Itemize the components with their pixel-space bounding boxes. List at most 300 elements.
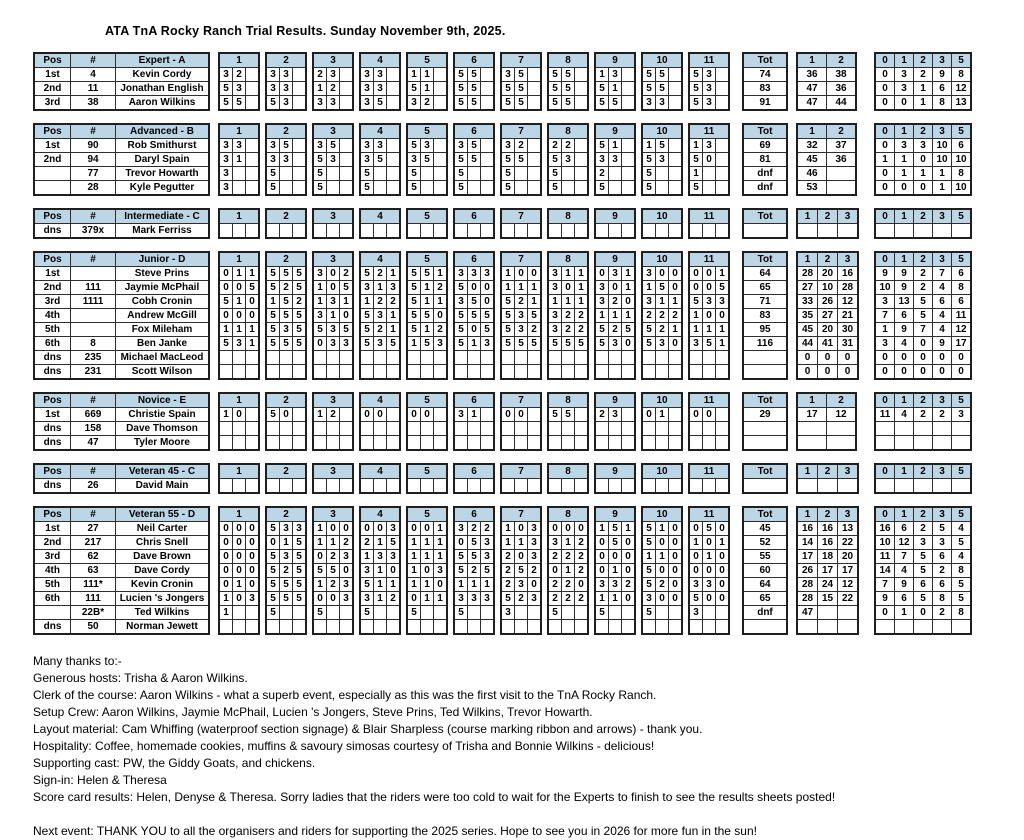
score-cell — [689, 479, 703, 494]
table-row — [360, 479, 400, 494]
score-cell — [374, 422, 387, 436]
pos-cell: dns — [34, 365, 71, 380]
section-table — [453, 208, 495, 239]
header-row — [34, 393, 209, 408]
count-cell — [895, 436, 914, 451]
section-header: 1 — [219, 393, 259, 408]
count-cell: 1 — [895, 606, 914, 620]
count-cell — [895, 224, 914, 239]
class-name: Intermediate - C — [116, 209, 210, 224]
name-cell: Dave Brown — [116, 550, 210, 564]
score-cell: 5 — [468, 309, 481, 323]
count-cell: 0 — [875, 96, 895, 111]
score-cell: 1 — [340, 295, 354, 309]
pos-cell: dns — [34, 422, 71, 436]
score-cell: 5 — [481, 309, 495, 323]
tot-cell: 91 — [743, 96, 787, 111]
score-cell: 5 — [407, 167, 421, 181]
score-cell: 5 — [266, 564, 280, 578]
score-cell — [434, 365, 448, 380]
section-header: 4 — [360, 393, 400, 408]
score-cell — [360, 620, 374, 635]
table-row — [219, 181, 259, 196]
score-cell: 0 — [246, 578, 260, 592]
table-row — [454, 479, 494, 494]
score-cell: 5 — [266, 592, 280, 606]
score-cell: 3 — [454, 522, 468, 536]
table-row — [595, 351, 635, 365]
table-row — [34, 96, 209, 111]
num-cell: 38 — [71, 96, 116, 111]
lap-total-cell: 16 — [818, 536, 838, 550]
score-count-header: 1 — [895, 124, 914, 139]
score-cell: 0 — [669, 337, 683, 351]
score-cell: 2 — [280, 281, 293, 295]
score-cell — [689, 422, 703, 436]
table-row — [689, 550, 729, 564]
name-cell: Tyler Moore — [116, 436, 210, 451]
score-cell — [481, 82, 495, 96]
score-cell: 5 — [595, 337, 609, 351]
score-cell — [340, 351, 354, 365]
section-header: 1 — [219, 252, 259, 267]
score-cell: 5 — [609, 96, 622, 111]
section-table — [359, 208, 401, 239]
table-row — [360, 436, 400, 451]
name-cell: Scott Wilson — [116, 365, 210, 380]
score-cell — [327, 422, 340, 436]
table-row — [743, 351, 787, 365]
score-cell: 3 — [703, 82, 716, 96]
lap-total-cell — [838, 479, 859, 494]
lap-total-cell: 0 — [818, 351, 838, 365]
count-cell: 4 — [933, 309, 952, 323]
table-row — [642, 422, 682, 436]
score-counts-table — [874, 251, 972, 380]
table-row — [797, 408, 856, 422]
score-cell: 0 — [703, 564, 716, 578]
table-row — [407, 365, 447, 380]
section-header: 10 — [642, 393, 682, 408]
table-row — [689, 309, 729, 323]
score-cell: 3 — [360, 281, 374, 295]
score-cell — [280, 167, 293, 181]
table-row — [360, 267, 400, 281]
score-cell: 5 — [595, 139, 609, 153]
table-row — [219, 96, 259, 111]
tot-cell: 95 — [743, 323, 787, 337]
score-cell — [609, 479, 622, 494]
header-row — [266, 464, 306, 479]
score-count-header: 3 — [933, 252, 952, 267]
count-cell: 7 — [895, 550, 914, 564]
table-row — [454, 181, 494, 196]
table-row — [219, 153, 259, 167]
score-cell — [407, 365, 421, 380]
lap-total-cell: 45 — [797, 323, 818, 337]
table-row — [407, 479, 447, 494]
table-row — [313, 408, 353, 422]
header-row — [642, 124, 682, 139]
name-cell: Rob Smithurst — [116, 139, 210, 153]
score-cell: 0 — [656, 267, 669, 281]
lap-header: 2 — [818, 464, 838, 479]
score-cell: 5 — [360, 167, 374, 181]
score-cell: 0 — [407, 408, 421, 422]
score-cell: 3 — [340, 337, 354, 351]
table-row — [501, 479, 541, 494]
score-cell: 3 — [374, 139, 387, 153]
score-cell: 5 — [575, 337, 589, 351]
section-table — [218, 392, 260, 451]
score-cell: 1 — [669, 295, 683, 309]
score-cell — [669, 620, 683, 635]
table-row — [360, 606, 400, 620]
header-row — [875, 393, 971, 408]
name-cell: Michael MacLeod — [116, 351, 210, 365]
score-cell — [575, 606, 589, 620]
section-table — [547, 463, 589, 494]
score-cell: 0 — [609, 281, 622, 295]
score-cell — [703, 606, 716, 620]
header-row — [642, 507, 682, 522]
table-row — [407, 295, 447, 309]
score-cell: 1 — [562, 295, 575, 309]
col-header-num: # — [71, 393, 116, 408]
tot-cell: 64 — [743, 267, 787, 281]
table-row — [313, 592, 353, 606]
score-cell — [280, 224, 293, 239]
section-header: 2 — [266, 393, 306, 408]
lap-totals-area — [796, 123, 874, 196]
lap-total-cell: 38 — [827, 68, 857, 82]
score-cell: 1 — [656, 522, 669, 536]
table-row — [501, 592, 541, 606]
score-cell: 5 — [528, 337, 542, 351]
table-row — [875, 181, 971, 196]
header-row — [219, 464, 259, 479]
score-cell: 3 — [374, 337, 387, 351]
score-cell — [360, 365, 374, 380]
score-count-header: 3 — [933, 393, 952, 408]
count-cell: 8 — [952, 167, 972, 181]
table-row — [501, 620, 541, 635]
lap-totals-area — [796, 392, 874, 451]
section-table — [547, 506, 589, 635]
riders-table — [33, 208, 210, 239]
score-cell — [340, 436, 354, 451]
table-row — [595, 181, 635, 196]
score-cell — [280, 422, 293, 436]
count-cell: 4 — [933, 323, 952, 337]
table-row — [595, 267, 635, 281]
lap-total-cell: 10 — [818, 281, 838, 295]
table-row — [454, 96, 494, 111]
score-cell — [468, 224, 481, 239]
score-cell: 2 — [562, 139, 575, 153]
riders-table — [33, 251, 210, 380]
score-cell — [716, 606, 730, 620]
header-row — [743, 507, 787, 522]
table-row — [689, 365, 729, 380]
count-cell: 3 — [952, 408, 972, 422]
count-cell: 0 — [875, 139, 895, 153]
score-cell: 1 — [595, 592, 609, 606]
score-cell: 5 — [515, 337, 528, 351]
name-cell: Aaron Wilkins — [116, 96, 210, 111]
count-cell: 10 — [933, 139, 952, 153]
score-cell: 5 — [468, 139, 481, 153]
score-cell: 3 — [340, 578, 354, 592]
section-table — [547, 251, 589, 380]
score-cell: 2 — [622, 578, 636, 592]
score-cell — [266, 224, 280, 239]
score-cell: 5 — [689, 181, 703, 196]
lap-total-cell: 17 — [797, 408, 827, 422]
score-cell: 5 — [219, 82, 233, 96]
score-cell — [703, 436, 716, 451]
table-row — [875, 436, 971, 451]
table-row — [797, 295, 858, 309]
num-cell: 111* — [71, 578, 116, 592]
score-cell: 1 — [609, 309, 622, 323]
score-cell: 5 — [407, 309, 421, 323]
score-cell — [233, 606, 246, 620]
score-cell: 3 — [703, 578, 716, 592]
section-table — [265, 463, 307, 494]
header-row — [501, 252, 541, 267]
score-cell: 0 — [716, 309, 730, 323]
table-row — [689, 337, 729, 351]
table-row — [642, 309, 682, 323]
score-cell: 5 — [454, 337, 468, 351]
table-row — [595, 96, 635, 111]
count-cell — [952, 422, 972, 436]
table-row — [34, 564, 209, 578]
table-row — [595, 82, 635, 96]
score-cell: 0 — [434, 578, 448, 592]
count-cell: 0 — [914, 351, 933, 365]
count-cell — [933, 620, 952, 635]
score-cell — [562, 224, 575, 239]
score-count-header: 3 — [933, 464, 952, 479]
score-cell: 5 — [266, 550, 280, 564]
score-cell: 2 — [609, 323, 622, 337]
table-row — [689, 96, 729, 111]
score-cell: 5 — [595, 181, 609, 196]
count-cell: 6 — [895, 592, 914, 606]
header-row — [313, 124, 353, 139]
score-cell: 1 — [313, 408, 327, 422]
table-row — [743, 224, 787, 239]
score-cell: 5 — [642, 337, 656, 351]
score-cell: 2 — [595, 167, 609, 181]
score-cell: 3 — [454, 408, 468, 422]
section-header: 8 — [548, 507, 588, 522]
table-row — [34, 606, 209, 620]
score-cell: 5 — [313, 153, 327, 167]
lap-total-cell: 0 — [797, 365, 818, 380]
table-row — [595, 578, 635, 592]
table-row — [266, 96, 306, 111]
col-header-tot: Tot — [743, 124, 787, 139]
tot-cell — [743, 436, 787, 451]
score-cell: 1 — [609, 82, 622, 96]
score-cell: 3 — [703, 96, 716, 111]
score-cell: 2 — [562, 578, 575, 592]
score-cell: 0 — [407, 592, 421, 606]
table-row — [548, 181, 588, 196]
header-row — [219, 507, 259, 522]
header-row — [743, 209, 787, 224]
count-cell: 1 — [875, 323, 895, 337]
score-cell — [595, 422, 609, 436]
count-cell — [914, 620, 933, 635]
table-row — [743, 436, 787, 451]
score-cell — [575, 436, 589, 451]
lap-total-cell — [797, 224, 818, 239]
score-cell: 5 — [387, 337, 401, 351]
count-cell: 6 — [895, 309, 914, 323]
footer-line: Setup Crew: Aaron Wilkins, Jaymie McPhail, Lucien 's Jongers, Steve Prins, Ted Wilkins, Trevor Howarth. — [33, 705, 593, 719]
score-cell — [293, 408, 307, 422]
score-cell: 0 — [595, 267, 609, 281]
count-cell: 1 — [914, 96, 933, 111]
header-row — [743, 252, 787, 267]
table-row — [219, 295, 259, 309]
score-cell: 5 — [454, 309, 468, 323]
lap-total-cell — [818, 224, 838, 239]
score-cell: 1 — [421, 578, 434, 592]
score-cell — [407, 620, 421, 635]
score-cell — [468, 365, 481, 380]
score-cell: 1 — [387, 309, 401, 323]
pos-cell: dns — [34, 224, 71, 239]
header-row — [219, 393, 259, 408]
header-row — [875, 209, 971, 224]
score-cell — [481, 422, 495, 436]
score-cell: 5 — [528, 309, 542, 323]
score-cell: 1 — [501, 522, 515, 536]
score-cell — [656, 422, 669, 436]
score-cell — [266, 365, 280, 380]
score-counts-table — [874, 463, 972, 494]
footer-line: Sign-in: Helen & Theresa — [33, 773, 167, 787]
table-row — [266, 68, 306, 82]
table-row — [313, 267, 353, 281]
score-cell: 2 — [609, 295, 622, 309]
score-cell — [515, 181, 528, 196]
table-row — [313, 436, 353, 451]
score-cell — [293, 620, 307, 635]
tot-cell: 74 — [743, 68, 787, 82]
score-cell: 3 — [562, 153, 575, 167]
section-header: 6 — [454, 209, 494, 224]
score-cell: 5 — [233, 96, 246, 111]
score-cell: 3 — [642, 592, 656, 606]
score-cell — [374, 620, 387, 635]
pos-cell: 1st — [34, 139, 71, 153]
class-block — [33, 463, 1024, 494]
table-row — [548, 422, 588, 436]
score-cell: 1 — [689, 323, 703, 337]
table-row — [360, 620, 400, 635]
count-cell: 6 — [933, 578, 952, 592]
count-cell: 0 — [875, 181, 895, 196]
section-table — [265, 506, 307, 635]
score-cell: 3 — [374, 82, 387, 96]
table-row — [875, 167, 971, 181]
tot-cell: 52 — [743, 536, 787, 550]
score-cell — [280, 436, 293, 451]
score-cell — [313, 365, 327, 380]
section-table — [312, 123, 354, 196]
score-cell: 1 — [622, 267, 636, 281]
score-cell: 0 — [575, 522, 589, 536]
score-cell — [515, 606, 528, 620]
score-cell — [622, 167, 636, 181]
name-cell: Christie Spain — [116, 408, 210, 422]
table-row — [454, 422, 494, 436]
score-cell — [622, 365, 636, 380]
table-row — [407, 522, 447, 536]
table-row — [743, 337, 787, 351]
score-cell — [716, 68, 730, 82]
score-cell: 5 — [468, 550, 481, 564]
section-header: 4 — [360, 209, 400, 224]
table-row — [266, 82, 306, 96]
table-row — [875, 309, 971, 323]
score-cell: 5 — [515, 96, 528, 111]
header-row — [797, 252, 858, 267]
section-header: 9 — [595, 393, 635, 408]
score-cell: 3 — [313, 96, 327, 111]
score-cell: 3 — [313, 309, 327, 323]
score-cell — [481, 153, 495, 167]
score-cell: 0 — [716, 592, 730, 606]
score-cell — [575, 181, 589, 196]
score-cell — [575, 365, 589, 380]
table-row — [875, 139, 971, 153]
score-cell: 5 — [313, 323, 327, 337]
header-row — [797, 124, 856, 139]
table-row — [642, 522, 682, 536]
section-header: 3 — [313, 464, 353, 479]
section-table — [312, 251, 354, 380]
count-cell — [952, 224, 972, 239]
score-cell: 5 — [266, 167, 280, 181]
name-cell: Andrew McGill — [116, 309, 210, 323]
riders-table — [33, 52, 210, 111]
score-cell — [595, 351, 609, 365]
score-cell: 5 — [407, 281, 421, 295]
count-cell: 7 — [933, 267, 952, 281]
table-row — [454, 224, 494, 239]
score-cell — [468, 479, 481, 494]
score-cell — [609, 224, 622, 239]
header-row — [595, 393, 635, 408]
score-cell: 3 — [266, 139, 280, 153]
score-cell — [481, 224, 495, 239]
score-cell: 3 — [481, 592, 495, 606]
table-row — [548, 337, 588, 351]
score-cell: 5 — [656, 281, 669, 295]
score-cell: 1 — [219, 592, 233, 606]
table-row — [266, 592, 306, 606]
score-cell: 2 — [528, 564, 542, 578]
num-cell — [71, 309, 116, 323]
score-cell — [293, 224, 307, 239]
